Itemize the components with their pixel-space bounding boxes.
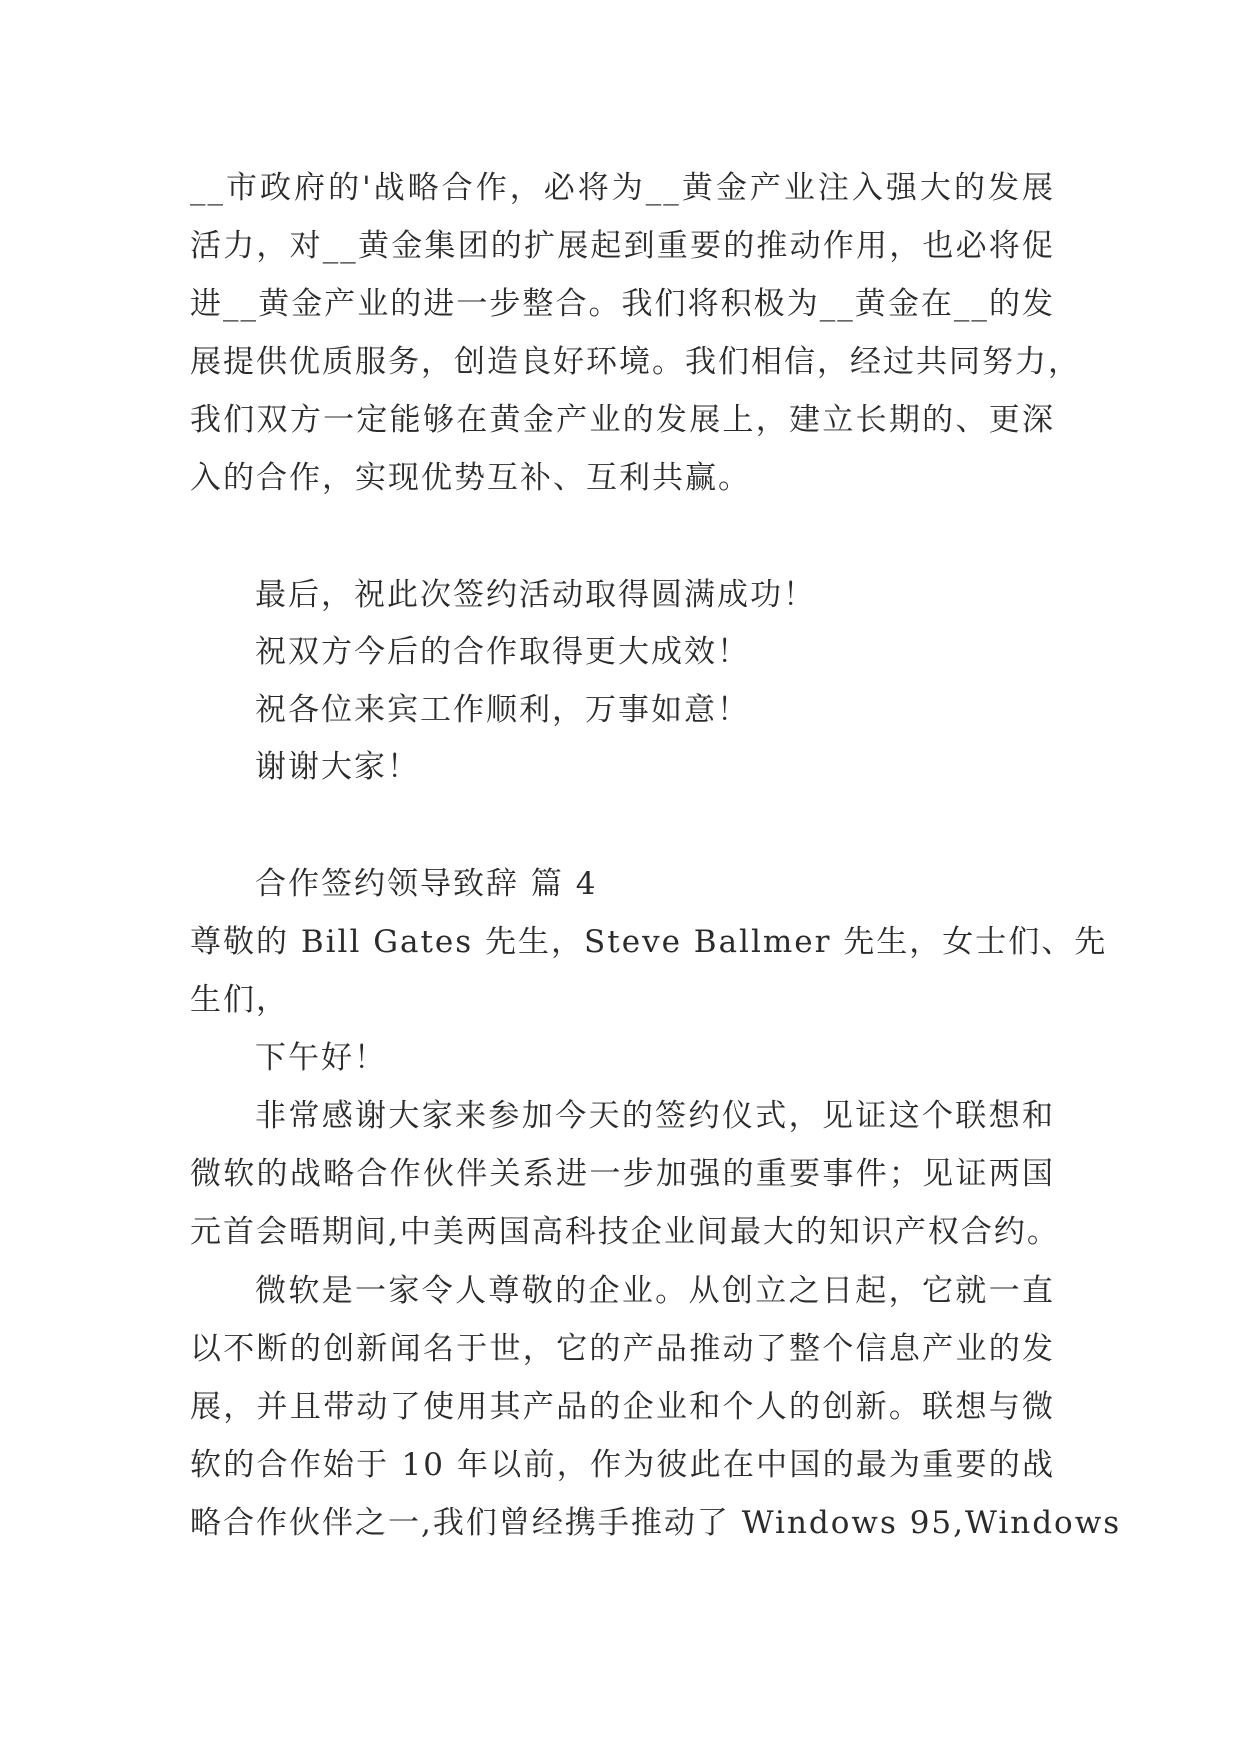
- closing-line-4: 谢谢大家！: [255, 749, 420, 785]
- closing-line-3: 祝各位来宾工作顺利，万事如意！: [255, 692, 750, 728]
- paragraph-3-line-3: 展，并且带动了使用其产品的企业和个人的创新。联想与微: [190, 1389, 1055, 1425]
- salutation-line-1: 尊敬的 Bill Gates 先生，Steve Ballmer 先生，女士们、先: [190, 924, 1108, 960]
- paragraph-1-line-1: __市政府的'战略合作，必将为__黄金产业注入强大的发展: [190, 170, 1055, 206]
- paragraph-1-line-4: 展提供优质服务，创造良好环境。我们相信，经过共同努力，: [190, 344, 1081, 380]
- paragraph-2-line-3: 元首会晤期间,中美两国高科技企业间最大的知识产权合约。: [190, 1214, 1060, 1250]
- paragraph-3-line-4: 软的合作始于 10 年以前，作为彼此在中国的最为重要的战: [190, 1447, 1055, 1483]
- greeting: 下午好！: [255, 1040, 387, 1076]
- salutation-line-2: 生们，: [190, 982, 289, 1018]
- paragraph-1-line-2: 活力，对__黄金集团的扩展起到重要的推动作用，也必将促: [190, 228, 1055, 264]
- paragraph-3-line-1: 微软是一家令人尊敬的企业。从创立之日起，它就一直: [255, 1273, 1055, 1309]
- paragraph-2-line-1: 非常感谢大家来参加今天的签约仪式，见证这个联想和: [255, 1098, 1055, 1134]
- closing-line-2: 祝双方今后的合作取得更大成效！: [255, 634, 750, 670]
- closing-line-1: 最后，祝此次签约活动取得圆满成功！: [255, 577, 816, 613]
- paragraph-3-line-5: 略合作伙伴之一,我们曾经携手推动了 Windows 95,Windows: [190, 1505, 1122, 1541]
- section-heading: 合作签约领导致辞 篇 4: [255, 866, 598, 902]
- paragraph-1-line-3: 进__黄金产业的进一步整合。我们将积极为__黄金在__的发: [190, 286, 1055, 322]
- paragraph-1-line-5: 我们双方一定能够在黄金产业的发展上，建立长期的、更深: [190, 402, 1055, 438]
- paragraph-3-line-2: 以不断的创新闻名于世，它的产品推动了整个信息产业的发: [190, 1331, 1055, 1367]
- paragraph-1-line-6: 入的合作，实现优势互补、互利共赢。: [190, 460, 751, 496]
- paragraph-2-line-2: 微软的战略合作伙伴关系进一步加强的重要事件；见证两国: [190, 1156, 1055, 1192]
